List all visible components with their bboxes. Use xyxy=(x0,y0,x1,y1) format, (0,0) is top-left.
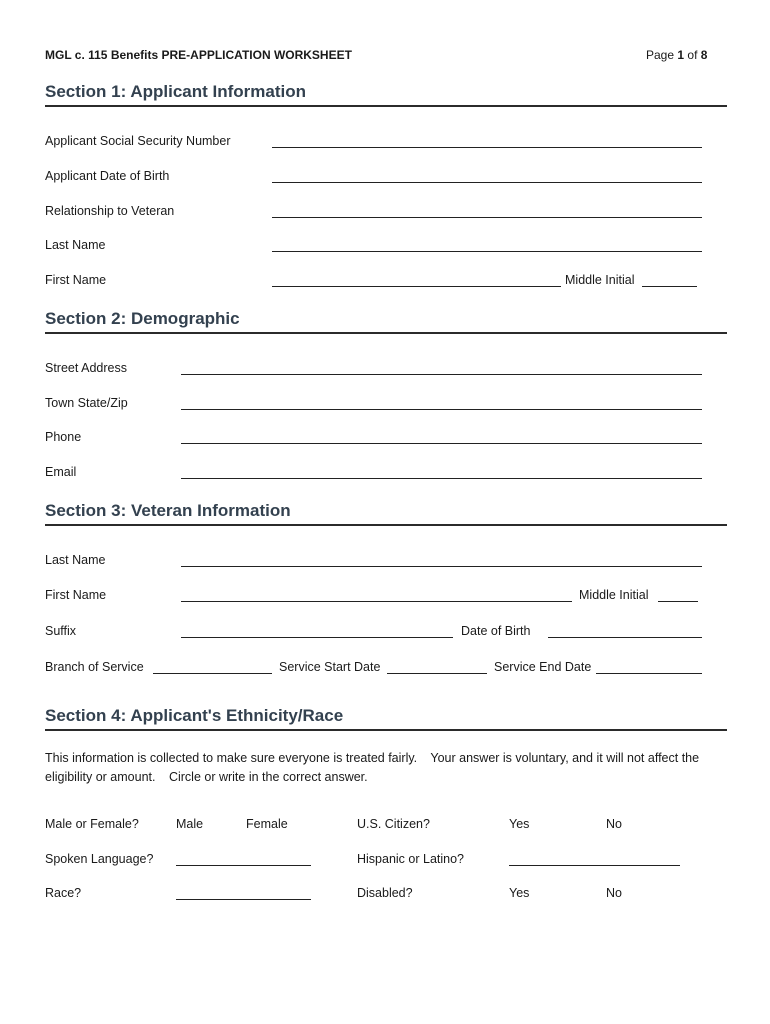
applicant-middle-initial-field[interactable] xyxy=(642,286,697,287)
veteran-middle-initial-label: Middle Initial xyxy=(579,588,649,602)
branch-of-service-field[interactable] xyxy=(153,673,272,674)
spoken-language-field[interactable] xyxy=(176,865,311,866)
section-3-title: Section 3: Veteran Information xyxy=(45,501,727,526)
applicant-first-name-label: First Name xyxy=(45,273,107,287)
gender-question: Male or Female? xyxy=(45,817,139,831)
applicant-first-name-field[interactable] xyxy=(272,286,561,287)
veteran-last-name-label: Last Name xyxy=(45,553,106,567)
town-state-zip-field[interactable] xyxy=(181,409,702,410)
race-question: Race? xyxy=(45,886,82,900)
section-4-title: Section 4: Applicant's Ethnicity/Race xyxy=(45,706,727,731)
suffix-field[interactable] xyxy=(181,637,453,638)
hispanic-question: Hispanic or Latino? xyxy=(357,852,465,866)
spoken-language-question: Spoken Language? xyxy=(45,852,154,866)
applicant-last-name-label: Last Name xyxy=(45,238,106,252)
relationship-field[interactable] xyxy=(272,217,702,218)
document-title: MGL c. 115 Benefits PRE-APPLICATION WORKSHEET xyxy=(45,48,352,62)
applicant-ssn-label: Applicant Social Security Number xyxy=(45,134,231,148)
page-indicator xyxy=(646,48,707,62)
veteran-last-name-field[interactable] xyxy=(181,566,702,567)
suffix-label: Suffix xyxy=(45,624,77,638)
disabled-no-option[interactable]: No xyxy=(606,886,622,900)
hispanic-field[interactable] xyxy=(509,865,680,866)
intro-fairness: This information is collected to make sure everyone is treated fairly. xyxy=(45,751,418,765)
intro-circle: Circle or write in the correct answer. xyxy=(168,770,368,784)
citizen-yes-option[interactable]: Yes xyxy=(509,817,530,831)
applicant-dob-label: Applicant Date of Birth xyxy=(45,169,170,183)
section-1-title: Section 1: Applicant Information xyxy=(45,82,727,107)
citizen-no-option[interactable]: No xyxy=(606,817,622,831)
page-word: Page xyxy=(646,48,675,62)
page-of: of xyxy=(687,48,698,62)
gender-female-option[interactable]: Female xyxy=(246,817,288,831)
service-start-date-label: Service Start Date xyxy=(279,660,381,674)
gender-male-option[interactable]: Male xyxy=(176,817,204,831)
email-label: Email xyxy=(45,465,77,479)
town-state-zip-label: Town State/Zip xyxy=(45,396,128,410)
relationship-label: Relationship to Veteran xyxy=(45,204,175,218)
service-end-date-label: Service End Date xyxy=(494,660,592,674)
veteran-middle-initial-field[interactable] xyxy=(658,601,698,602)
phone-label: Phone xyxy=(45,430,82,444)
page-total: 8 xyxy=(700,48,708,62)
veteran-first-name-field[interactable] xyxy=(181,601,572,602)
applicant-last-name-field[interactable] xyxy=(272,251,702,252)
race-field[interactable] xyxy=(176,899,311,900)
service-end-date-field[interactable] xyxy=(596,673,702,674)
street-address-label: Street Address xyxy=(45,361,127,375)
service-start-date-field[interactable] xyxy=(387,673,487,674)
intro-eligibility: eligibility or amount. xyxy=(45,770,156,784)
veteran-dob-label: Date of Birth xyxy=(461,624,531,638)
applicant-dob-field[interactable] xyxy=(272,182,702,183)
page-number: 1 xyxy=(677,48,685,62)
citizen-question: U.S. Citizen? xyxy=(357,817,430,831)
applicant-ssn-field[interactable] xyxy=(272,147,702,148)
phone-field[interactable] xyxy=(181,443,702,444)
disabled-question: Disabled? xyxy=(357,886,413,900)
branch-of-service-label: Branch of Service xyxy=(45,660,144,674)
veteran-dob-field[interactable] xyxy=(548,637,702,638)
intro-voluntary: Your answer is voluntary, and it will not affect the xyxy=(430,751,700,765)
veteran-first-name-label: First Name xyxy=(45,588,107,602)
street-address-field[interactable] xyxy=(181,374,702,375)
section-4-intro xyxy=(45,749,735,787)
applicant-middle-initial-label: Middle Initial xyxy=(565,273,635,287)
disabled-yes-option[interactable]: Yes xyxy=(509,886,530,900)
section-2-title: Section 2: Demographic xyxy=(45,309,727,334)
email-field[interactable] xyxy=(181,478,702,479)
